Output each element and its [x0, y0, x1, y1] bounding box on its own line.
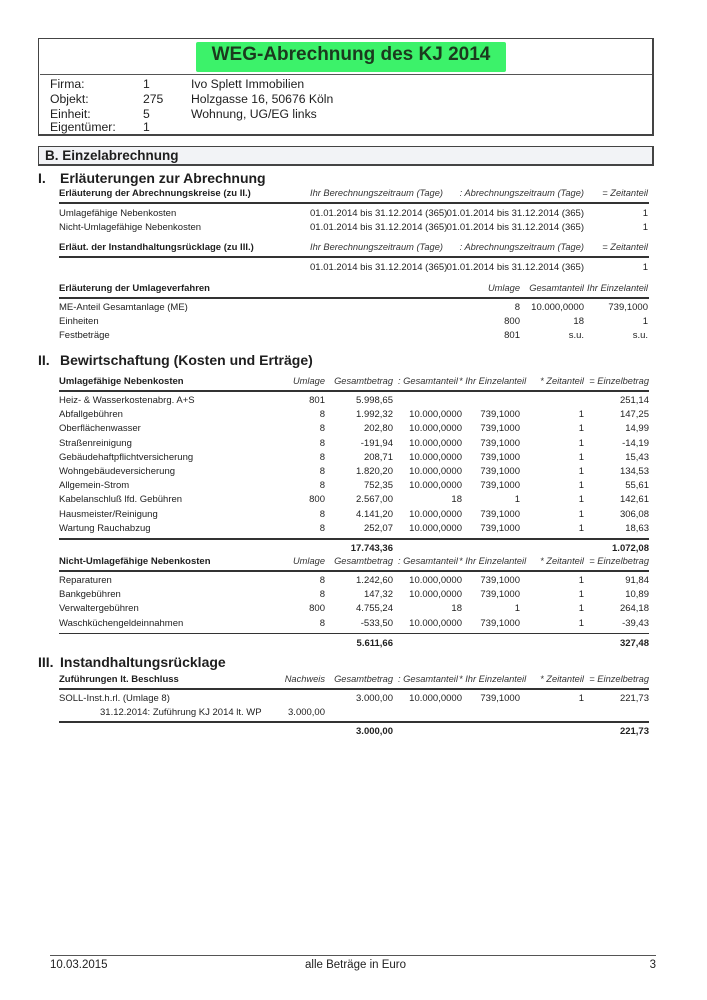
cell: 8 [319, 466, 325, 477]
info-label: Firma: [50, 77, 85, 91]
col-header: = Zeitanteil [602, 188, 648, 198]
total-gesamtbetrag: 3.000,00 [356, 726, 393, 737]
footer-date: 10.03.2015 [50, 959, 108, 971]
cell: 1 [578, 575, 584, 586]
cell: 8 [319, 451, 325, 463]
cell: -533,50 [360, 617, 393, 629]
cell: 1 [578, 423, 584, 435]
cell: Bankgebühren [59, 589, 121, 601]
divider [40, 74, 652, 75]
cell: Wartung Rauchabzug [59, 522, 151, 534]
cell: Nicht-Umlagefähige Nebenkosten [59, 222, 202, 233]
cell: 8 [319, 480, 325, 492]
cell: Umlagefähige Nebenkosten [59, 208, 177, 219]
cell: 10.000,0000 [409, 466, 462, 477]
cell: Verwaltergebühren [59, 603, 139, 615]
section-b-header [38, 146, 654, 166]
cell: 01.01.2014 bis 31.12.2014 (365) [310, 208, 448, 219]
cell: 10.000,0000 [409, 451, 462, 463]
cell: 01.01.2014 bis 31.12.2014 (365) [310, 222, 448, 233]
cell: 15,43 [625, 451, 649, 463]
col-header: * Zeitanteil [540, 674, 584, 684]
cell: 1 [514, 603, 520, 615]
cell: 801 [309, 395, 325, 406]
cell: 8 [319, 575, 325, 586]
cell: 01.01.2014 bis 31.12.2014 (365) [446, 262, 584, 273]
cell: Oberflächenwasser [59, 423, 141, 435]
col-header: Umlagefähige Nebenkosten [59, 376, 184, 387]
cell: 01.01.2014 bis 31.12.2014 (365) [310, 262, 448, 273]
cell: -191,94 [360, 437, 393, 449]
col-header: : Gesamtanteil [398, 556, 458, 566]
cell: 739,1000 [480, 575, 520, 586]
cell: 1 [578, 617, 584, 629]
cell: 18,63 [625, 522, 649, 534]
divider [59, 256, 649, 258]
cell: s.u. [632, 330, 648, 341]
cell: -39,43 [622, 617, 649, 629]
divider [59, 721, 649, 723]
cell: 739,1000 [480, 589, 520, 601]
cell: 10.000,0000 [409, 522, 462, 534]
cell: 739,1000 [480, 522, 520, 534]
col-header: Gesamtbetrag [334, 376, 393, 386]
cell: 739,1000 [480, 617, 520, 629]
col-header: Nicht-Umlagefähige Nebenkosten [59, 556, 211, 567]
cell: 1 [642, 222, 648, 233]
cell: 1.992,32 [356, 409, 393, 421]
cell: 8 [319, 409, 325, 421]
col-header: * Zeitanteil [540, 556, 584, 566]
total-einzelbetrag: 221,73 [619, 726, 649, 737]
cell: 1.242,60 [356, 575, 393, 586]
cell: Heiz- & Wasserkostenabrg. A+S [59, 395, 195, 406]
cell: 10.000,0000 [409, 409, 462, 421]
cell: 1 [578, 466, 584, 477]
cell: 1 [578, 522, 584, 534]
footer-note: alle Beträge in Euro [305, 959, 407, 971]
cell: 800 [309, 494, 325, 506]
cell: -14,19 [622, 437, 649, 449]
cell: 10.000,0000 [409, 508, 462, 520]
cell: 8 [319, 437, 325, 449]
info-code: 1 [143, 120, 150, 134]
cell: 31.12.2014: Zuführung KJ 2014 lt. WP [100, 707, 262, 718]
col-header: * Zeitanteil [540, 376, 584, 386]
cell: 10.000,0000 [409, 693, 462, 704]
cell: 1 [578, 494, 584, 506]
cell: 8 [319, 589, 325, 601]
cell: 10.000,0000 [409, 575, 462, 586]
cell: 10.000,0000 [409, 617, 462, 629]
divider [59, 297, 649, 299]
col-header: Nachweis [284, 674, 325, 684]
col-header: Ihr Berechnungszeitraum (Tage) [310, 188, 443, 198]
info-value: Ivo Splett Immobilien [191, 77, 305, 91]
col-header: : Gesamtanteil [398, 376, 458, 386]
cell: 252,07 [363, 522, 393, 534]
section-1-heading: I. Erläuterungen zur Abrechnung [38, 170, 266, 186]
cell: 739,1000 [480, 423, 520, 435]
col-header: Gesamtbetrag [334, 556, 393, 566]
cell: 1 [578, 508, 584, 520]
cell: Allgemein-Strom [59, 480, 130, 492]
col-header: Umlage [292, 376, 325, 386]
cell: 739,1000 [480, 693, 520, 704]
info-value: Holzgasse 16, 50676 Köln [191, 92, 334, 106]
cell: 800 [504, 316, 520, 327]
cell: 8 [319, 508, 325, 520]
col-header: * Ihr Einzelanteil [459, 556, 527, 566]
divider [59, 202, 649, 204]
col-header: = Einzelbetrag [589, 556, 649, 566]
cell: s.u. [568, 330, 584, 341]
col-header: : Gesamtanteil [398, 674, 458, 684]
info-value: Wohnung, UG/EG links [191, 107, 317, 121]
cell: 10.000,0000 [409, 423, 462, 435]
cell: Kabelanschluß lfd. Gebühren [59, 494, 183, 506]
col-header: Gesamtanteil [529, 283, 584, 293]
col-header: * Ihr Einzelanteil [459, 376, 527, 386]
cell: 1 [578, 409, 584, 421]
cell: 8 [319, 522, 325, 534]
cell: 8 [319, 423, 325, 435]
cell: Abfallgebühren [59, 409, 123, 421]
col-header: Zuführungen lt. Beschluss [59, 674, 179, 685]
cell: 18 [573, 316, 584, 327]
info-code: 275 [143, 92, 164, 106]
cell: Straßenreinigung [59, 437, 132, 449]
cell: 739,1000 [480, 466, 520, 477]
total-einzelbetrag: 1.072,08 [612, 543, 649, 554]
cell: 4.141,20 [356, 508, 393, 520]
cell: 208,71 [363, 451, 393, 463]
col-header: Erläuterung der Abrechnungskreise (zu II.) [59, 188, 251, 199]
cell: Wohngebäudeversicherung [59, 466, 176, 477]
info-label: Eigentümer: [50, 120, 116, 134]
cell: 1 [578, 437, 584, 449]
col-header: = Einzelbetrag [589, 674, 649, 684]
cell: 221,73 [619, 693, 649, 704]
total-gesamtbetrag: 5.611,66 [356, 637, 393, 649]
cell: 147,32 [363, 589, 393, 601]
cell: 1 [514, 494, 520, 506]
cell: 1 [578, 451, 584, 463]
cell: 8 [514, 302, 520, 313]
cell: 55,61 [625, 480, 649, 492]
cell: 01.01.2014 bis 31.12.2014 (365) [446, 222, 584, 233]
cell: 739,1000 [480, 437, 520, 449]
cell: 306,08 [619, 508, 649, 520]
info-label: Objekt: [50, 92, 89, 106]
info-code: 1 [143, 77, 150, 91]
cell: 10.000,0000 [531, 302, 584, 313]
cell: 251,14 [619, 395, 649, 406]
col-header: : Abrechnungszeitraum (Tage) [459, 188, 584, 198]
col-header: Ihr Einzelanteil [587, 283, 648, 293]
section-b-title: B. Einzelabrechnung [45, 148, 179, 163]
cell: Waschküchengeldeinnahmen [59, 617, 184, 629]
cell: 1 [578, 589, 584, 601]
cell: 142,61 [619, 494, 649, 506]
cell: 1 [578, 693, 584, 704]
cell: 1 [642, 208, 648, 219]
cell: 18 [451, 603, 462, 615]
cell: 3.000,00 [288, 707, 325, 718]
cell: 739,1000 [480, 480, 520, 492]
col-header: = Zeitanteil [602, 242, 648, 252]
col-header: Umlage [292, 556, 325, 566]
cell: 14,99 [625, 423, 649, 435]
cell: 10.000,0000 [409, 480, 462, 492]
cell: SOLL-Inst.h.rl. (Umlage 8) [59, 693, 170, 704]
cell: 739,1000 [480, 409, 520, 421]
col-header: Gesamtbetrag [334, 674, 393, 684]
cell: 739,1000 [608, 302, 648, 313]
divider [59, 538, 649, 540]
section-2-heading: II. Bewirtschaftung (Kosten und Erträge) [38, 352, 313, 368]
cell: 801 [504, 330, 520, 341]
cell: Reparaturen [59, 575, 112, 586]
cell: 752,35 [363, 480, 393, 492]
col-header: Umlage [487, 283, 520, 293]
cell: Festbeträge [59, 330, 110, 341]
divider [59, 633, 649, 635]
info-label: Einheit: [50, 107, 91, 121]
cell: 134,53 [619, 466, 649, 477]
cell: 1 [642, 316, 648, 327]
cell: 5.998,65 [356, 395, 393, 406]
col-header: = Einzelbetrag [589, 376, 649, 386]
cell: 264,18 [619, 603, 649, 615]
cell: 739,1000 [480, 508, 520, 520]
cell: 1 [642, 262, 648, 273]
cell: Einheiten [59, 316, 99, 327]
cell: 18 [451, 494, 462, 506]
divider [59, 390, 649, 392]
cell: 3.000,00 [356, 693, 393, 704]
cell: Hausmeister/Reinigung [59, 508, 158, 520]
cell: 147,25 [619, 409, 649, 421]
cell: 10.000,0000 [409, 437, 462, 449]
col-header: Ihr Berechnungszeitraum (Tage) [310, 242, 443, 252]
cell: 10.000,0000 [409, 589, 462, 601]
cell: 739,1000 [480, 451, 520, 463]
section-3-heading: III. Instandhaltungsrücklage [38, 654, 226, 670]
col-header: Erläuterung der Umlageverfahren [59, 283, 210, 294]
col-header: * Ihr Einzelanteil [459, 674, 527, 684]
info-code: 5 [143, 107, 150, 121]
page-number: 3 [649, 959, 656, 971]
divider [59, 688, 649, 690]
divider [59, 570, 649, 572]
cell: 202,80 [363, 423, 393, 435]
cell: ME-Anteil Gesamtanlage (ME) [59, 302, 188, 313]
cell: Gebäudehaftpflichtversicherung [59, 451, 194, 463]
total-einzelbetrag: 327,48 [619, 637, 649, 649]
total-gesamtbetrag: 17.743,36 [350, 543, 393, 554]
cell: 1 [578, 480, 584, 492]
col-header: : Abrechnungszeitraum (Tage) [459, 242, 584, 252]
document-title: WEG-Abrechnung des KJ 2014 [211, 44, 491, 65]
cell: 01.01.2014 bis 31.12.2014 (365) [446, 208, 584, 219]
cell: 91,84 [625, 575, 649, 586]
cell: 4.755,24 [356, 603, 393, 615]
cell: 800 [309, 603, 325, 615]
cell: 2.567,00 [356, 494, 393, 506]
col-header: Erläut. der Instandhaltungsrücklage (zu III.) [59, 242, 254, 253]
cell: 8 [319, 617, 325, 629]
cell: 1.820,20 [356, 466, 393, 477]
cell: 10,89 [625, 589, 649, 601]
footer-divider [50, 955, 656, 956]
cell: 1 [578, 603, 584, 615]
